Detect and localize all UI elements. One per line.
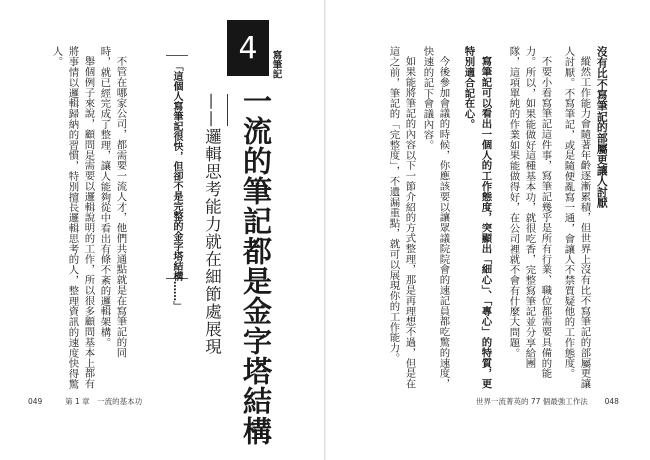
chapter-subtitle: ——邏輯思考能力就在細節處展現 (202, 93, 222, 356)
body-paragraph: 力。所以，如果能做好這種基本功，就很吃香，完整寫筆記並分享給團 (523, 46, 536, 369)
body-paragraph: 人討厭。不寫筆記，或是隨便亂寫一通，會讓人不禁質疑他的工作態度。 (562, 46, 575, 379)
body-paragraph: 舉個例子來說，顧問是需要以邏輯說明的工作，所以很多顧問基本上都有 (82, 56, 95, 389)
running-head: 世界一流菁英的 77 個最強工作法 (476, 397, 588, 406)
chapter-label: 寫筆記 (270, 50, 282, 79)
body-paragraph: 不要小看寫筆記這件事，寫筆記幾乎是所有行業、職位都需要具備的能 (539, 56, 552, 379)
body-paragraph: 今後參加會議的時候，你應該要以讓眾議院院會的速記員都吃驚的速度， (437, 56, 450, 389)
body-paragraph: 如果能將筆記的內容以下一節介紹的方式整理，那是再理想不過，但是在 (403, 56, 416, 389)
body-paragraph: 不管在哪家公司，都需要一流人才，他們共通點就是在寫筆記的同 (114, 56, 127, 358)
body-paragraph: 隊，這項單純的作業如果能做得好，在公司裡就不會有什麼大問題。 (507, 46, 520, 358)
chapter-number: 4 (238, 30, 258, 66)
page-number: 048 (604, 397, 619, 406)
right-footer (476, 398, 619, 406)
chapter-number-box (227, 20, 269, 76)
body-paragraph: 將事情以邏輯歸納的習慣，特別擅長邏輯思考的人，整理資訊的速度快得驚 (66, 46, 79, 390)
pull-quote: 「這個人寫筆記很快，但卻不是完整的金字塔結構……」 (171, 61, 182, 311)
body-paragraph: 這之前，筆記的「完整度」，不遺漏重點，就可以展現你的工作能力。 (387, 46, 400, 364)
subtitle-dash (227, 94, 228, 126)
body-paragraph: 人。 (50, 46, 63, 67)
section-title: 沒有比不寫筆記的部屬更讓人討厭 (595, 46, 609, 208)
bold-paragraph: 特別適合記在心。 (462, 46, 475, 130)
page-number: 049 (28, 397, 43, 406)
gutter (324, 0, 326, 460)
chapter-title: 一流的筆記都是金字塔結構 (239, 86, 273, 446)
body-paragraph: 縱然工作能力會隨著年齡逐漸累積，但世界上沒有比不寫筆記的部屬更讓 (578, 56, 591, 389)
bold-paragraph: 寫筆記可以看出一個人的工作態度，突顯出「細心」、「專心」的特質，更 (479, 56, 492, 389)
body-paragraph: 時，就已經完成了整理，讓人能夠從中看出有條不紊的邏輯架構。 (98, 46, 111, 348)
running-head: 第 1 章 一流的基本功 (65, 397, 143, 406)
body-paragraph: 快速的記下會議內容。 (421, 46, 434, 150)
left-footer (28, 398, 142, 406)
